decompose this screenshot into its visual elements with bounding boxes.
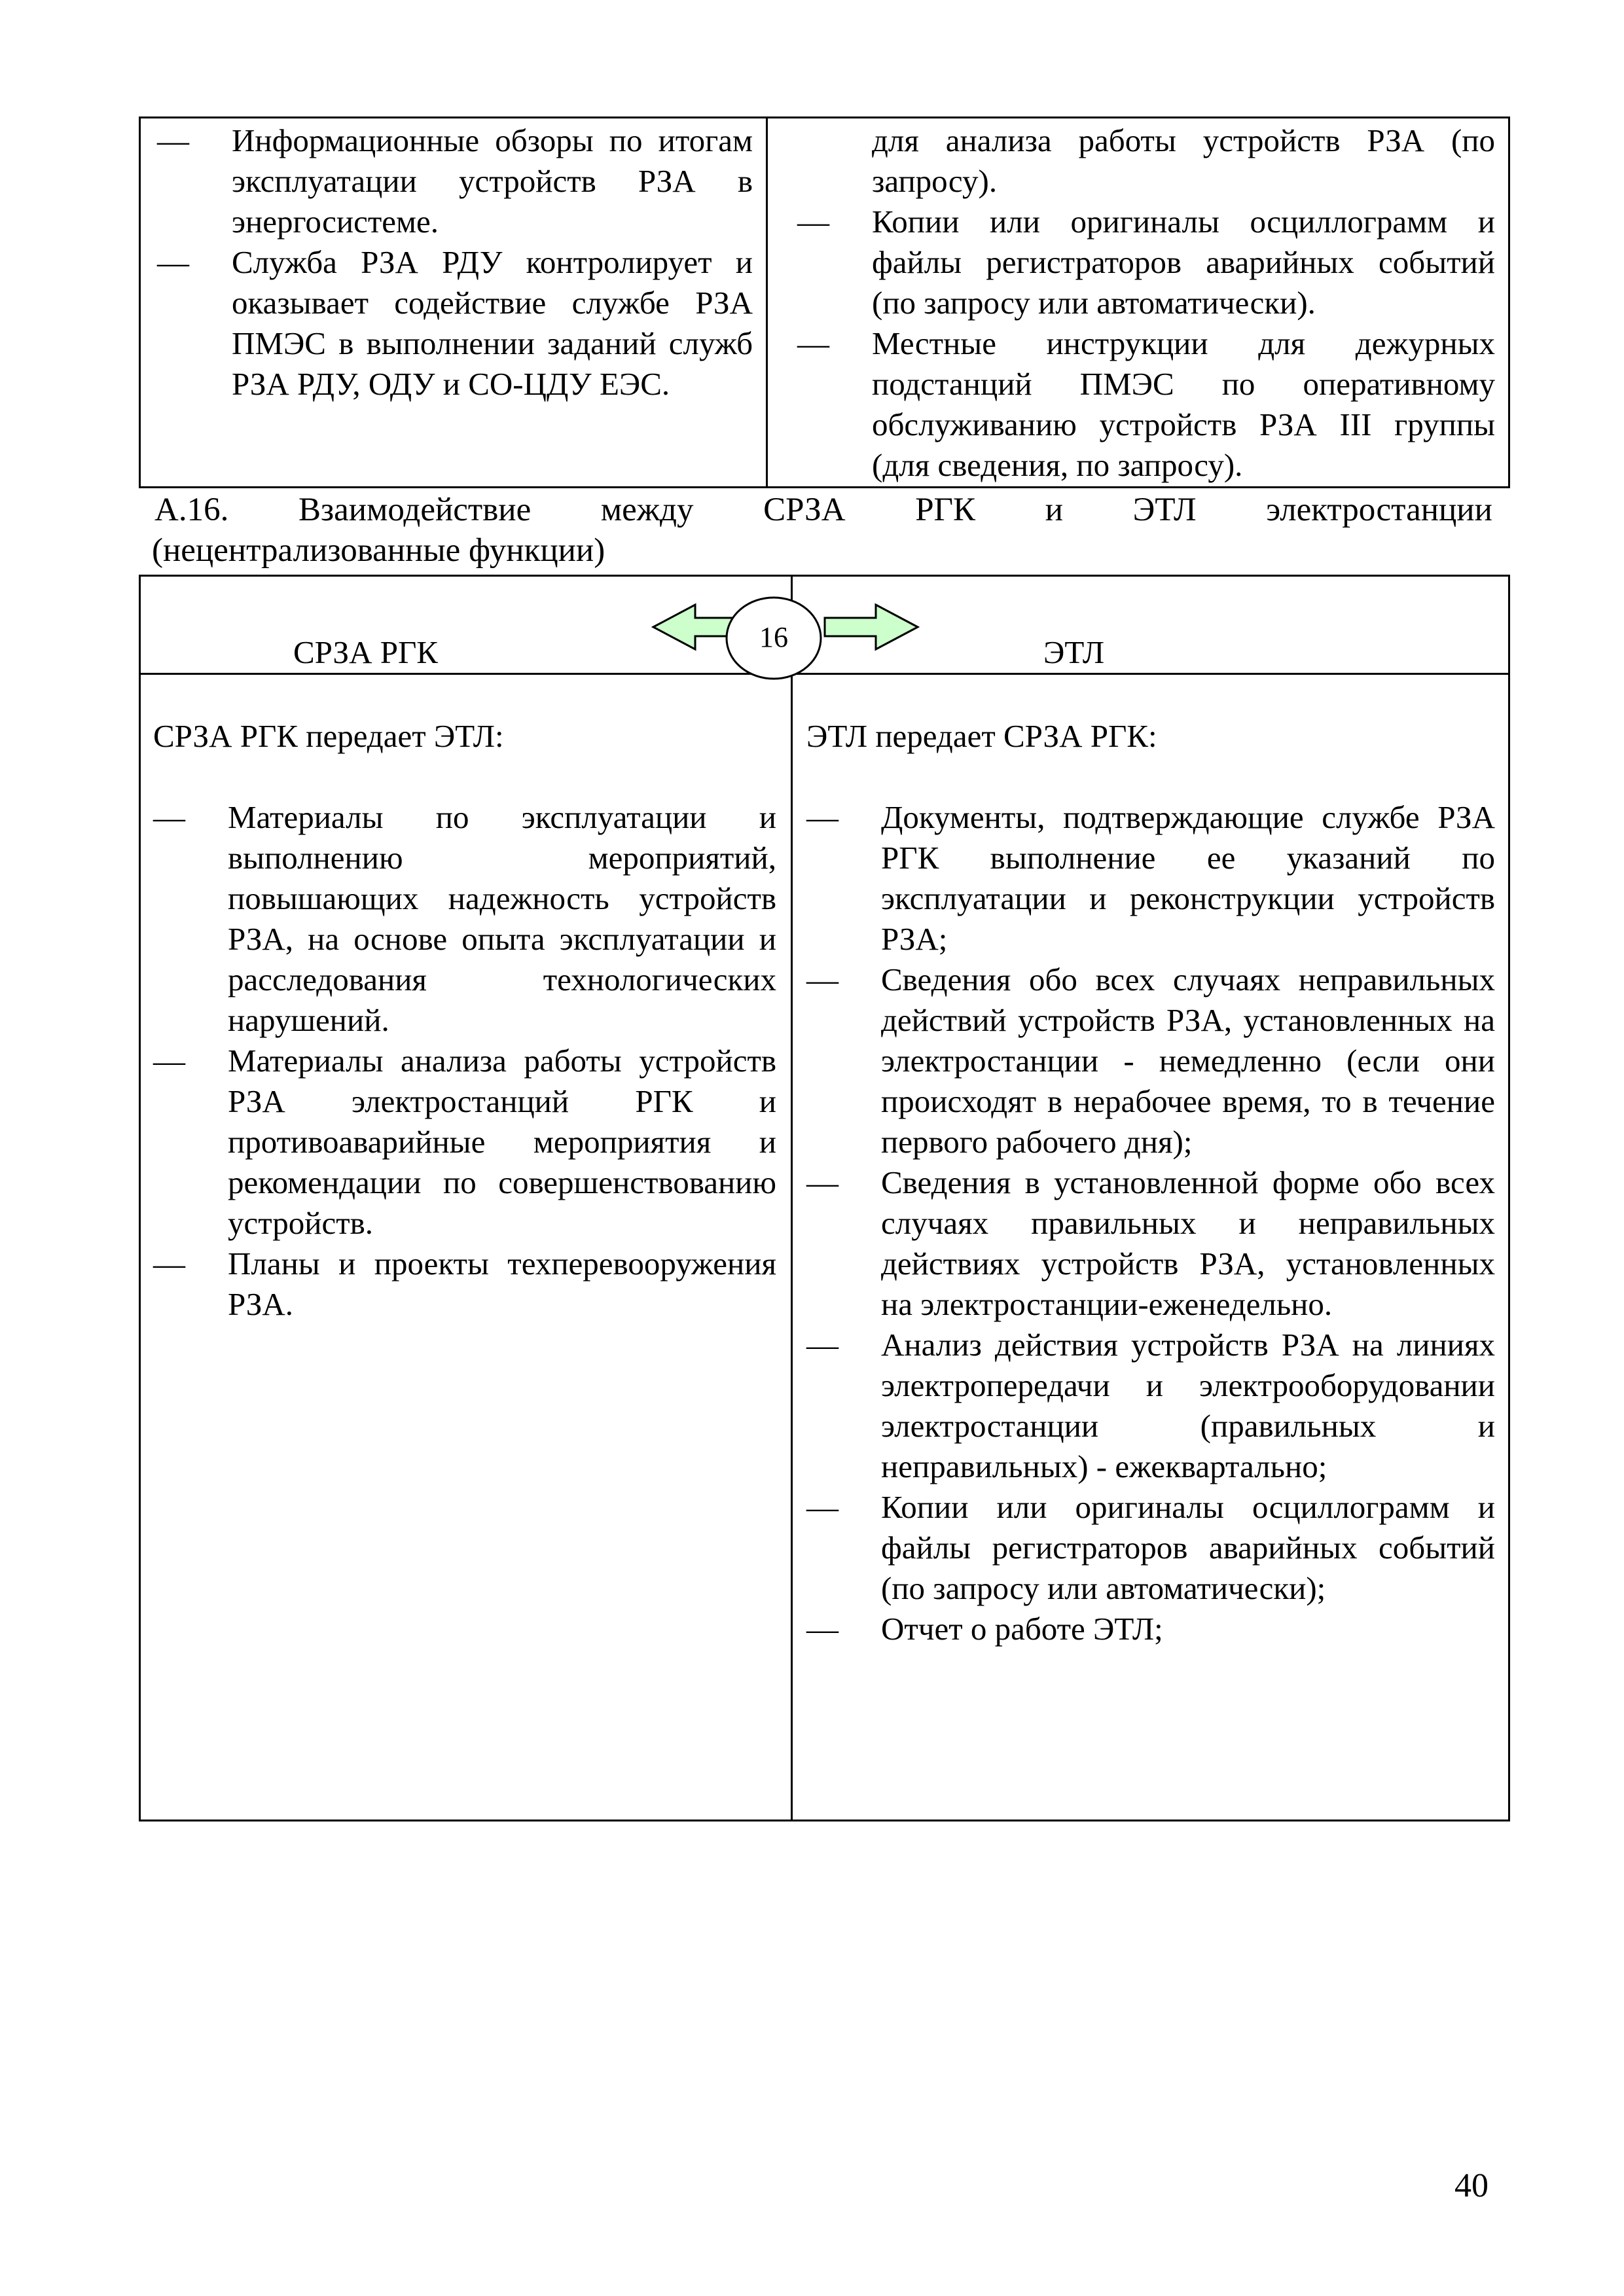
page-number: 40 [1454, 2167, 1489, 2204]
list-item: — Планы и проекты техперевооружения РЗА. [153, 1246, 776, 1322]
left-body-cell [153, 716, 776, 1325]
badge-number: 16 [759, 621, 788, 653]
left-intro: СРЗА РГК передает ЭТЛ: [153, 718, 504, 754]
list-item: — Сведения обо всех случаях неправильных действий устройств РЗА, установленных на электростанции - немедленно (если они происходят в нерабочее время, то в течение первого рабочего дня); [806, 961, 1495, 1160]
top-table-divider [766, 117, 768, 488]
list-item: — Информационные обзоры по итогам эксплуатации устройств РЗА в энергосистеме. [157, 122, 753, 240]
list-item: — Отчет о работе ЭТЛ; [806, 1611, 1163, 1647]
list-item: — Документы, подтверждающие службе РЗА РГК выполнение ее указаний по эксплуатации и реконструкции устройств РЗА; [806, 799, 1495, 957]
list-item: — Материалы анализа работы устройств РЗА электростанций РГК и противоаварийные мероприятия и рекомендации по совершенствованию устройств. [153, 1043, 776, 1241]
list-item: — Копии или оригиналы осциллограмм и файлы регистраторов аварийных событий (по запросу или автоматически); [806, 1489, 1495, 1606]
top-left-cell [157, 120, 753, 404]
right-intro: ЭТЛ передает СРЗА РГК: [806, 718, 1157, 754]
right-arrow-icon [825, 605, 918, 649]
interaction-table-divider [791, 575, 793, 1821]
right-column-header: ЭТЛ [1043, 634, 1105, 670]
list-item: — Материалы по эксплуатации и выполнению мероприятий, повышающих надежность устройств РЗА, на основе опыта эксплуатации и расследования технологических нарушений. [153, 799, 776, 1038]
list-item: — Сведения в установленной форме обо всех случаях правильных и неправильных действиях устройств РЗА, установленных на электростанции-еженедельно. [806, 1164, 1495, 1322]
section-heading-line1: А.16. Взаимодействие между СРЗА РГК и ЭТЛ электростанции [154, 492, 1492, 528]
list-item: — Копии или оригиналы осциллограмм и файлы регистраторов аварийных событий (по запросу или автоматически). [797, 204, 1495, 321]
section-heading [154, 490, 1492, 530]
section-heading-line2: (нецентрализованные функции) [152, 532, 605, 569]
list-item: — Анализ действия устройств РЗА на линиях электропередачи и электрооборудовании электростанции (правильных и неправильных) - ежеквартально; [806, 1327, 1495, 1484]
left-column-header: СРЗА РГК [293, 634, 438, 670]
list-item: — Местные инструкции для дежурных подстанций ПМЭС по оперативному обслуживанию устройств РЗА III группы (для сведения, по запросу). [797, 325, 1495, 483]
exchange-arrows-icon [648, 589, 923, 681]
right-body-cell [806, 716, 1495, 1649]
list-item-continuation: для анализа работы устройств РЗА (по запросу). [872, 122, 1495, 199]
top-right-cell [797, 120, 1495, 486]
list-item: — Служба РЗА РДУ контролирует и оказывает содействие службе РЗА ПМЭС в выполнении заданий служб РЗА РДУ, ОДУ и СО-ЦДУ ЕЭС. [157, 244, 753, 402]
